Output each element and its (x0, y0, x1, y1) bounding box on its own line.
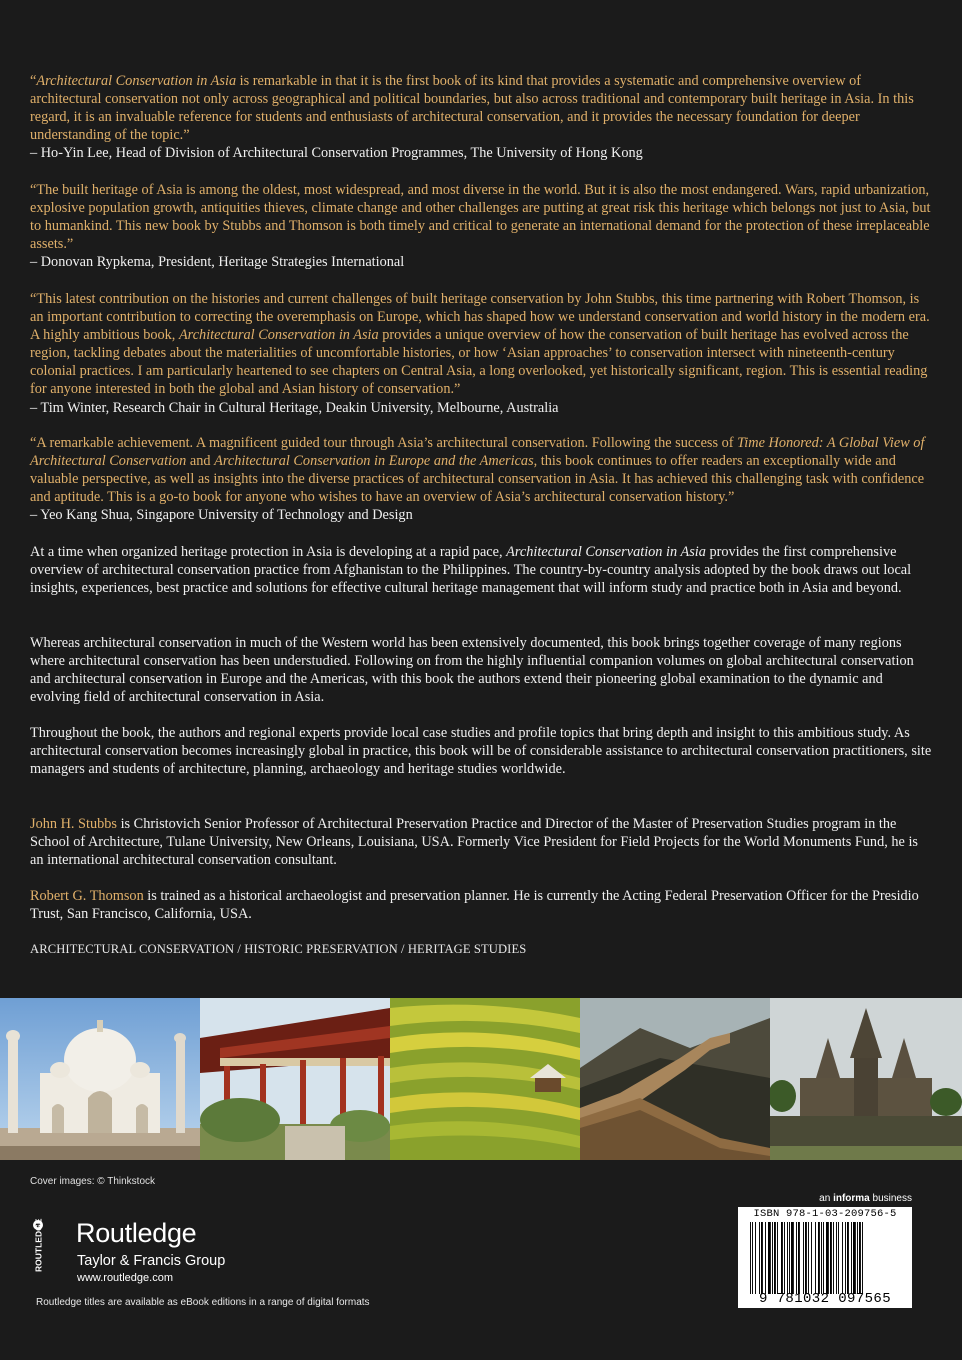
photo-rice-terraces (390, 998, 580, 1160)
text-run: “ (30, 73, 37, 89)
publisher-name: Routledge (76, 1218, 197, 1248)
barcode-bar (823, 1222, 824, 1294)
quote-text (30, 182, 931, 252)
quote-1 (30, 72, 934, 162)
quote-text (30, 291, 930, 397)
barcode-bar (791, 1222, 794, 1294)
photo-taj-mahal (0, 998, 200, 1160)
text-run: provides a unique overview of how the conservation of built heritage has evolved across the region, tackling debates about the materialities of uncomfortable histories, or how ‘Asian approaches’ to conservation intersect with nineteenth-century colonial practices. I am particularly heartened to see chapters on Central Asia, a long overlooked, yet historically significant, region. This is essential reading for anyone interested in both the global and Asian history of conservation.” (30, 327, 928, 398)
isbn-barcode (738, 1207, 912, 1308)
barcode-bar (826, 1222, 829, 1294)
text-run: Whereas architectural conservation in much of the Western world has been extensively documented, this book brings together coverage of many regions where architectural conservation has been understudied. Following on from the highly influential companion volumes on global architectural conservation and architectural conservation in Europe and the Americas, with this book the authors extend their pioneering global examination to the dynamic and evolving field of architectural conservation in Asia. (30, 635, 914, 706)
informa-bold: informa (833, 1193, 870, 1204)
barcode-bar (838, 1222, 839, 1294)
photo-great-wall (580, 998, 770, 1160)
routledge-logo-icon (30, 1218, 46, 1274)
barcode-bar (859, 1222, 861, 1294)
ebook-note: Routledge titles are available as eBook editions in a range of digital formats (36, 1297, 370, 1308)
barcode-bar (847, 1222, 849, 1294)
description-paragraph (30, 724, 934, 778)
publisher-url[interactable]: www.routledge.com (77, 1272, 173, 1284)
barcode-bar (789, 1222, 790, 1294)
photo-angkor-wat (770, 998, 962, 1160)
italic-title: Architectural Conservation in Asia (506, 544, 706, 560)
cover-credit: Cover images: © Thinkstock (30, 1176, 156, 1187)
barcode-bar (836, 1222, 837, 1294)
text-run: is remarkable in that it is the first book of its kind that provides a systematic and comprehensive overview of architectural conservation not only across geographical and political boundaries, but also across traditional and contemporary built heritage in Asia. In this regard, it is an invaluable reference for students and enthusiasts of architectural conservation, and it provides the necessary foundation for deeper understanding of the topic.” (30, 73, 914, 144)
barcode-bar (768, 1222, 771, 1294)
barcode-bar (830, 1222, 832, 1294)
italic-title: Architectural Conservation in Europe and the Americas (214, 453, 534, 470)
barcode-bar (784, 1222, 785, 1294)
barcode-bar (774, 1222, 776, 1294)
text-run: , this book continues to offer readers an exceptionally wide and valuable perspective, as well as insights into the diverse practices of architectural conservation in Asia. It has achieved this challenging task with confidence and aptitude. This is a go-to book for anyone who wishes to have an overview of Asia’s architectural conservation history.” (30, 453, 925, 506)
cover-photo-strip (0, 998, 962, 1160)
barcode-bar (750, 1222, 751, 1294)
description-paragraph (30, 543, 934, 597)
text-run: Throughout the book, the authors and regional experts provide local case studies and profile topics that bring depth and insight to this ambitious study. As architectural conservation becomes increasingly global in practice, this book will be of considerable assistance to architectural conservation practitioners, site managers and students of architecture, planning, archaeology and heritage studies worldwide. (30, 725, 932, 778)
author-bio-thomson (30, 887, 934, 923)
author-bio-stubbs (30, 815, 934, 869)
barcode-bar (845, 1222, 846, 1294)
barcode-bar (808, 1222, 809, 1294)
quote-4 (30, 434, 934, 524)
isbn-label: ISBN 978-1-03-209756-5 (753, 1208, 897, 1220)
barcode-bar (755, 1222, 756, 1294)
quote-text (30, 73, 914, 143)
barcode-bar (777, 1222, 778, 1294)
barcode-bar (818, 1222, 820, 1294)
barcode-bar (842, 1222, 843, 1294)
quote-3 (30, 290, 934, 417)
barcode-bar (787, 1222, 788, 1294)
informa-suffix: business (869, 1193, 912, 1204)
barcode-bar (803, 1222, 804, 1294)
text-run: “This latest contribution on the histories and current challenges of built heritage conservation by John Stubbs, this time partnering with Robert Thomson, is an important contribution to correcting the overemphasis on Europe, which has shaped how we understand conservation and world history in the modern era. A highly ambitious book, (30, 291, 930, 344)
italic-title: Architectural Conservation in Asia (178, 327, 379, 344)
informa-business-tag (819, 1193, 912, 1204)
quote-attribution: – Ho-Yin Lee, Head of Division of Architectural Conservation Programmes, The University of Hong Kong (30, 145, 643, 162)
barcode-bar (765, 1222, 766, 1294)
quote-attribution: – Donovan Rypkema, President, Heritage Strategies International (30, 254, 405, 271)
author-bio-text: is trained as a historical archaeologist and preservation planner. He is currently the Acting Federal Preservation Officer for the Presidio Trust, San Francisco, California, USA. (30, 888, 919, 923)
italic-title: Time Honored: A Global View of Architectural Conservation (30, 435, 925, 470)
author-name: Robert G. Thomson (30, 888, 144, 904)
barcode-bar (796, 1222, 797, 1294)
barcode-bar (752, 1222, 753, 1294)
barcode-bar (805, 1222, 807, 1294)
barcode-bar (821, 1222, 822, 1294)
subject-categories: ARCHITECTURAL CONSERVATION / HISTORIC PRESERVATION / HERITAGE STUDIES (30, 942, 527, 956)
text-run: At a time when organized heritage protection in Asia is developing at a rapid pace, (30, 544, 507, 560)
barcode-bar (798, 1222, 800, 1294)
barcode-bar (772, 1222, 773, 1294)
italic-title: Architectural Conservation in Asia (36, 73, 237, 89)
barcode-bar (857, 1222, 858, 1294)
publisher-group: Taylor & Francis Group (77, 1253, 226, 1269)
barcode-bar (761, 1222, 763, 1294)
barcode-bar (759, 1222, 760, 1294)
barcode-bar (853, 1222, 856, 1294)
author-bio-text: is Christovich Senior Professor of Architectural Preservation Practice and Director of the Master of Preservation Studies program in the School of Architecture, Tulane University, New Orleans, Louisiana, USA. Formerly Vice President for Field Projects for the World Monuments Fund, he is an international architectural conservation consultant. (30, 816, 918, 869)
photo-japanese-temple (200, 998, 390, 1160)
author-name: John H. Stubbs (30, 816, 117, 832)
barcode-digits: 9 781032 097565 (758, 1291, 892, 1307)
barcode-bars (750, 1222, 900, 1294)
quote-2 (30, 181, 934, 271)
text-run: and (186, 453, 215, 470)
informa-prefix: an (819, 1193, 834, 1204)
barcode-bar (815, 1222, 816, 1294)
text-run: “The built heritage of Asia is among the oldest, most widespread, and most diverse in the world. But it is also the most endangered. Wars, rapid urbanization, explosive population growth, antiquities thieves, climate change and other challenges are putting at great risk this heritage which belongs not just to Asia, but to humankind. This new book by Stubbs and Thomson is both timely and critical to generate an international demand for the protection of these irreplaceable assets.” (30, 182, 931, 253)
text-run: “A remarkable achievement. A magnificent guided tour through Asia’s architectural conservation. Following the success of (30, 435, 738, 451)
barcode-bar (811, 1222, 812, 1294)
barcode-bar (862, 1222, 863, 1294)
barcode-bar (781, 1222, 783, 1294)
text-run: provides the first comprehensive overview of architectural conservation practice from Afghanistan to the Philippines. The country-by-country analysis adopted by the book draws out local insights, experiences, best practice and solutions for effective cultural heritage management that will inform study and practice both in Asia and beyond. (30, 544, 912, 597)
barcode-bar (833, 1222, 834, 1294)
quote-text (30, 435, 924, 505)
barcode-bar (851, 1222, 852, 1294)
routledge-vertical-text: ROUTLEDGE (33, 1218, 44, 1272)
description-paragraph (30, 634, 934, 706)
quote-attribution: – Tim Winter, Research Chair in Cultural Heritage, Deakin University, Melbourne, Australia (30, 399, 559, 416)
quote-attribution: – Yeo Kang Shua, Singapore University of Technology and Design (30, 507, 413, 524)
